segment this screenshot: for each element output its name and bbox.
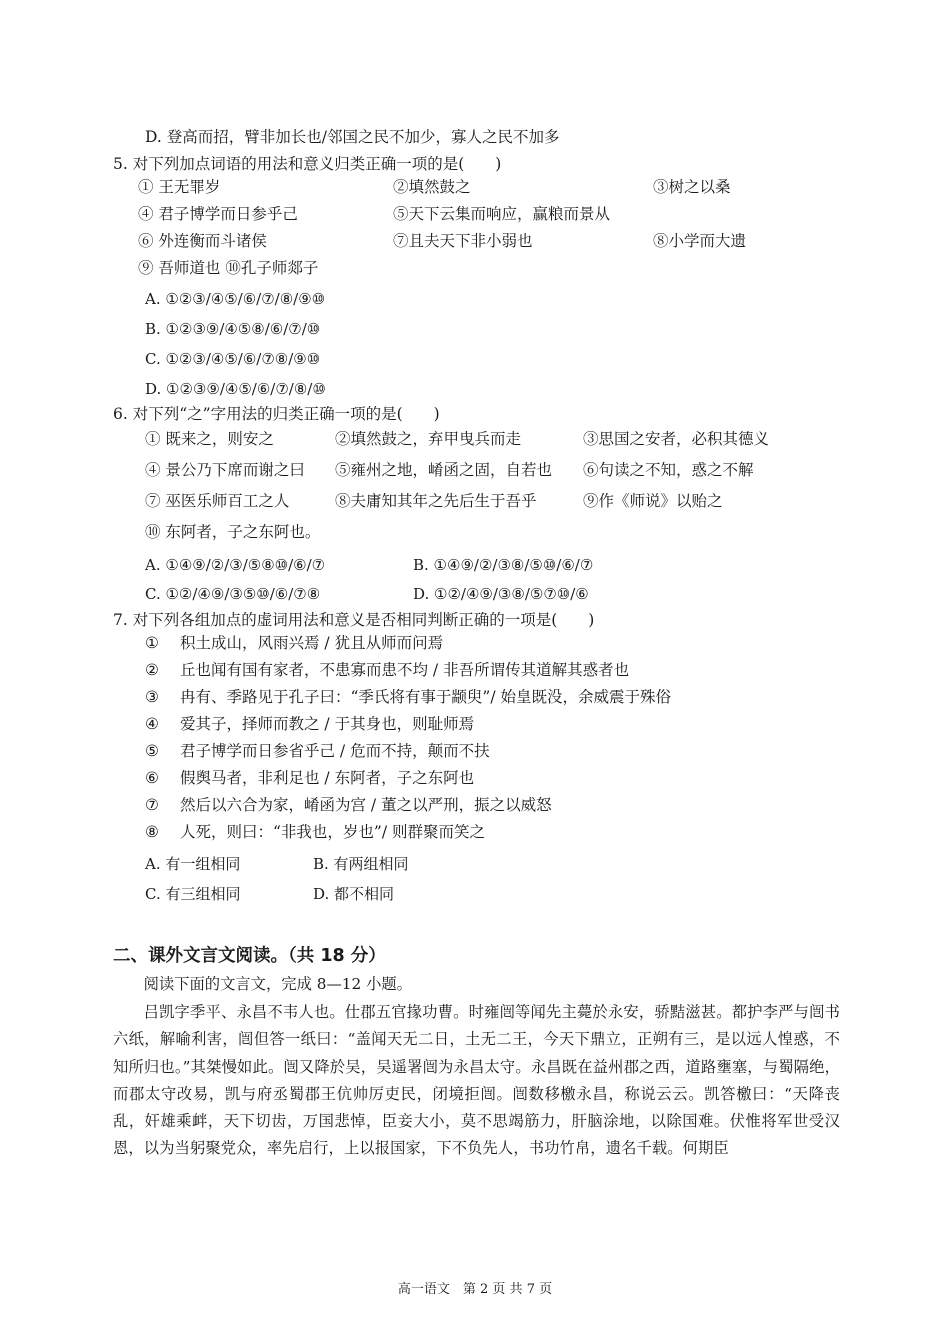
q6-item: ① 既来之，则安之 bbox=[145, 430, 274, 448]
q6-stem: 6. 对下列“之”字用法的归类正确一项的是( ) bbox=[113, 405, 440, 423]
q6-item: ③思国之安者，必积其德义 bbox=[583, 430, 770, 448]
q5-item: ④ 君子博学而日参乎己 bbox=[138, 205, 298, 223]
q6-item: ②填然鼓之，弃甲曳兵而走 bbox=[335, 430, 522, 448]
q6-option-c: C. ①②/④⑨/③⑤⑩/⑥/⑦⑧ bbox=[145, 585, 321, 603]
q7-item-text: 假舆马者，非利足也 / 东阿者，子之东阿也 bbox=[180, 769, 475, 787]
q5-item: ②填然鼓之 bbox=[393, 178, 471, 196]
q5-item: ③树之以桑 bbox=[653, 178, 731, 196]
q5-item: ⑨ 吾师道也 ⑩孔子师郯子 bbox=[138, 259, 319, 277]
q7-item-num: ⑥ bbox=[145, 769, 159, 787]
q7-item-text: 然后以六合为家，崤函为宫 / 董之以严刑，振之以威怒 bbox=[180, 796, 552, 814]
q5-item: ⑧小学而大遗 bbox=[653, 232, 747, 250]
q5-option-d: D. ①②③⑨/④⑤/⑥/⑦/⑧/⑩ bbox=[145, 380, 326, 398]
q7-item-num: ④ bbox=[145, 715, 159, 733]
q7-item-text: 丘也闻有国有家者，不患寡而患不均 / 非吾所谓传其道解其惑者也 bbox=[180, 661, 630, 679]
page-footer: 高一语文 第 2 页 共 7 页 bbox=[397, 1282, 553, 1297]
q6-item: ⑦ 巫医乐师百工之人 bbox=[145, 492, 290, 510]
reading-instruction: 阅读下面的文言文，完成 8—12 小题。 bbox=[143, 975, 412, 993]
q5-item: ① 王无罪岁 bbox=[138, 178, 221, 196]
q7-option-d: D. 都不相同 bbox=[313, 885, 395, 903]
q7-item-num: ② bbox=[145, 661, 159, 679]
q7-option-c: C. 有三组相同 bbox=[145, 885, 241, 903]
q6-item: ⑨作《师说》以贻之 bbox=[583, 492, 723, 510]
q6-item: ⑥句读之不知，惑之不解 bbox=[583, 461, 754, 479]
q7-option-b: B. 有两组相同 bbox=[313, 855, 409, 873]
q5-option-b: B. ①②③⑨/④⑤⑧/⑥/⑦/⑩ bbox=[145, 320, 321, 338]
q5-item: ⑤天下云集而响应，赢粮而景从 bbox=[393, 205, 611, 223]
q6-option-b: B. ①④⑨/②/③⑧/⑤⑩/⑥/⑦ bbox=[413, 556, 594, 574]
q7-option-a: A. 有一组相同 bbox=[145, 855, 241, 873]
q5-item: ⑦且夫天下非小弱也 bbox=[393, 232, 533, 250]
q7-stem: 7. 对下列各组加点的虚词用法和意义是否相同判断正确的一项是( ) bbox=[113, 611, 595, 629]
q7-item-text: 冉有、季路见于孔子曰：“季氏将有事于颛臾”/ 始皇既没，余威震于殊俗 bbox=[180, 688, 671, 706]
q4-option-d: D. 登高而招，臂非加长也/邻国之民不加少，寡人之民不加多 bbox=[145, 128, 560, 146]
q7-item-num: ⑤ bbox=[145, 742, 159, 760]
q6-item: ⑤雍州之地，崤函之固，自若也 bbox=[335, 461, 553, 479]
classical-passage: 吕凯字季平、永昌不韦人也。仕郡五官掾功曹。时雍闿等闻先主薨於永安，骄黠滋甚。都护李严与闿书六纸，解喻利害，闿但答一纸曰：“盖闻天无二日，土无二王，今天下鼎立，正朔有三，是以远人惶惑，不知所归也。”其桀慢如此。闿又降於吴，吴遥署闿为永昌太守。永昌既在益州郡之西，道路壅塞，与蜀隔绝，而郡太守改易，凯与府丞蜀郡王伉帅厉吏民，闭境拒闿。闿数移檄永昌，称说云云。凯答檄曰：“天降丧乱，奸雄乘衅，天下切齿，万国悲悼，臣妾大小，莫不思竭筋力，肝脑涂地，以除国难。伏惟将军世受汉恩，以为当躬聚党众，率先启行，上以报国家，下不负先人，书功竹帛，遗名千载。何期臣 bbox=[113, 1003, 840, 1158]
q5-option-c: C. ①②③/④⑤/⑥/⑦⑧/⑨⑩ bbox=[145, 350, 321, 368]
q6-option-a: A. ①④⑨/②/③/⑤⑧⑩/⑥/⑦ bbox=[145, 556, 326, 574]
q5-item: ⑥ 外连衡而斗诸侯 bbox=[138, 232, 267, 250]
q7-item-text: 人死，则曰：“非我也，岁也”/ 则群聚而笑之 bbox=[180, 823, 485, 841]
q7-item-text: 爱其子，择师而教之 / 于其身也，则耻师焉 bbox=[180, 715, 475, 733]
q7-item-num: ③ bbox=[145, 688, 159, 706]
section-heading: 二、课外文言文阅读。（共 18 分） bbox=[113, 946, 386, 966]
q7-item-num: ⑦ bbox=[145, 796, 159, 814]
q6-item: ④ 景公乃下席而谢之曰 bbox=[145, 461, 305, 479]
q6-item: ⑩ 东阿者，子之东阿也。 bbox=[145, 523, 321, 541]
q6-item: ⑧夫庸知其年之先后生于吾乎 bbox=[335, 492, 537, 510]
q7-item-text: 君子博学而日参省乎己 / 危而不持，颠而不扶 bbox=[180, 742, 490, 760]
q5-option-a: A. ①②③/④⑤/⑥/⑦/⑧/⑨⑩ bbox=[145, 290, 326, 308]
q6-option-d: D. ①②/④⑨/③⑧/⑤⑦⑩/⑥ bbox=[413, 585, 589, 603]
q7-item-num: ⑧ bbox=[145, 823, 159, 841]
q7-item-text: 积土成山，风雨兴焉 / 犹且从师而问焉 bbox=[180, 634, 444, 652]
q7-item-num: ① bbox=[145, 634, 159, 652]
q5-stem: 5. 对下列加点词语的用法和意义归类正确一项的是( ) bbox=[113, 155, 502, 173]
